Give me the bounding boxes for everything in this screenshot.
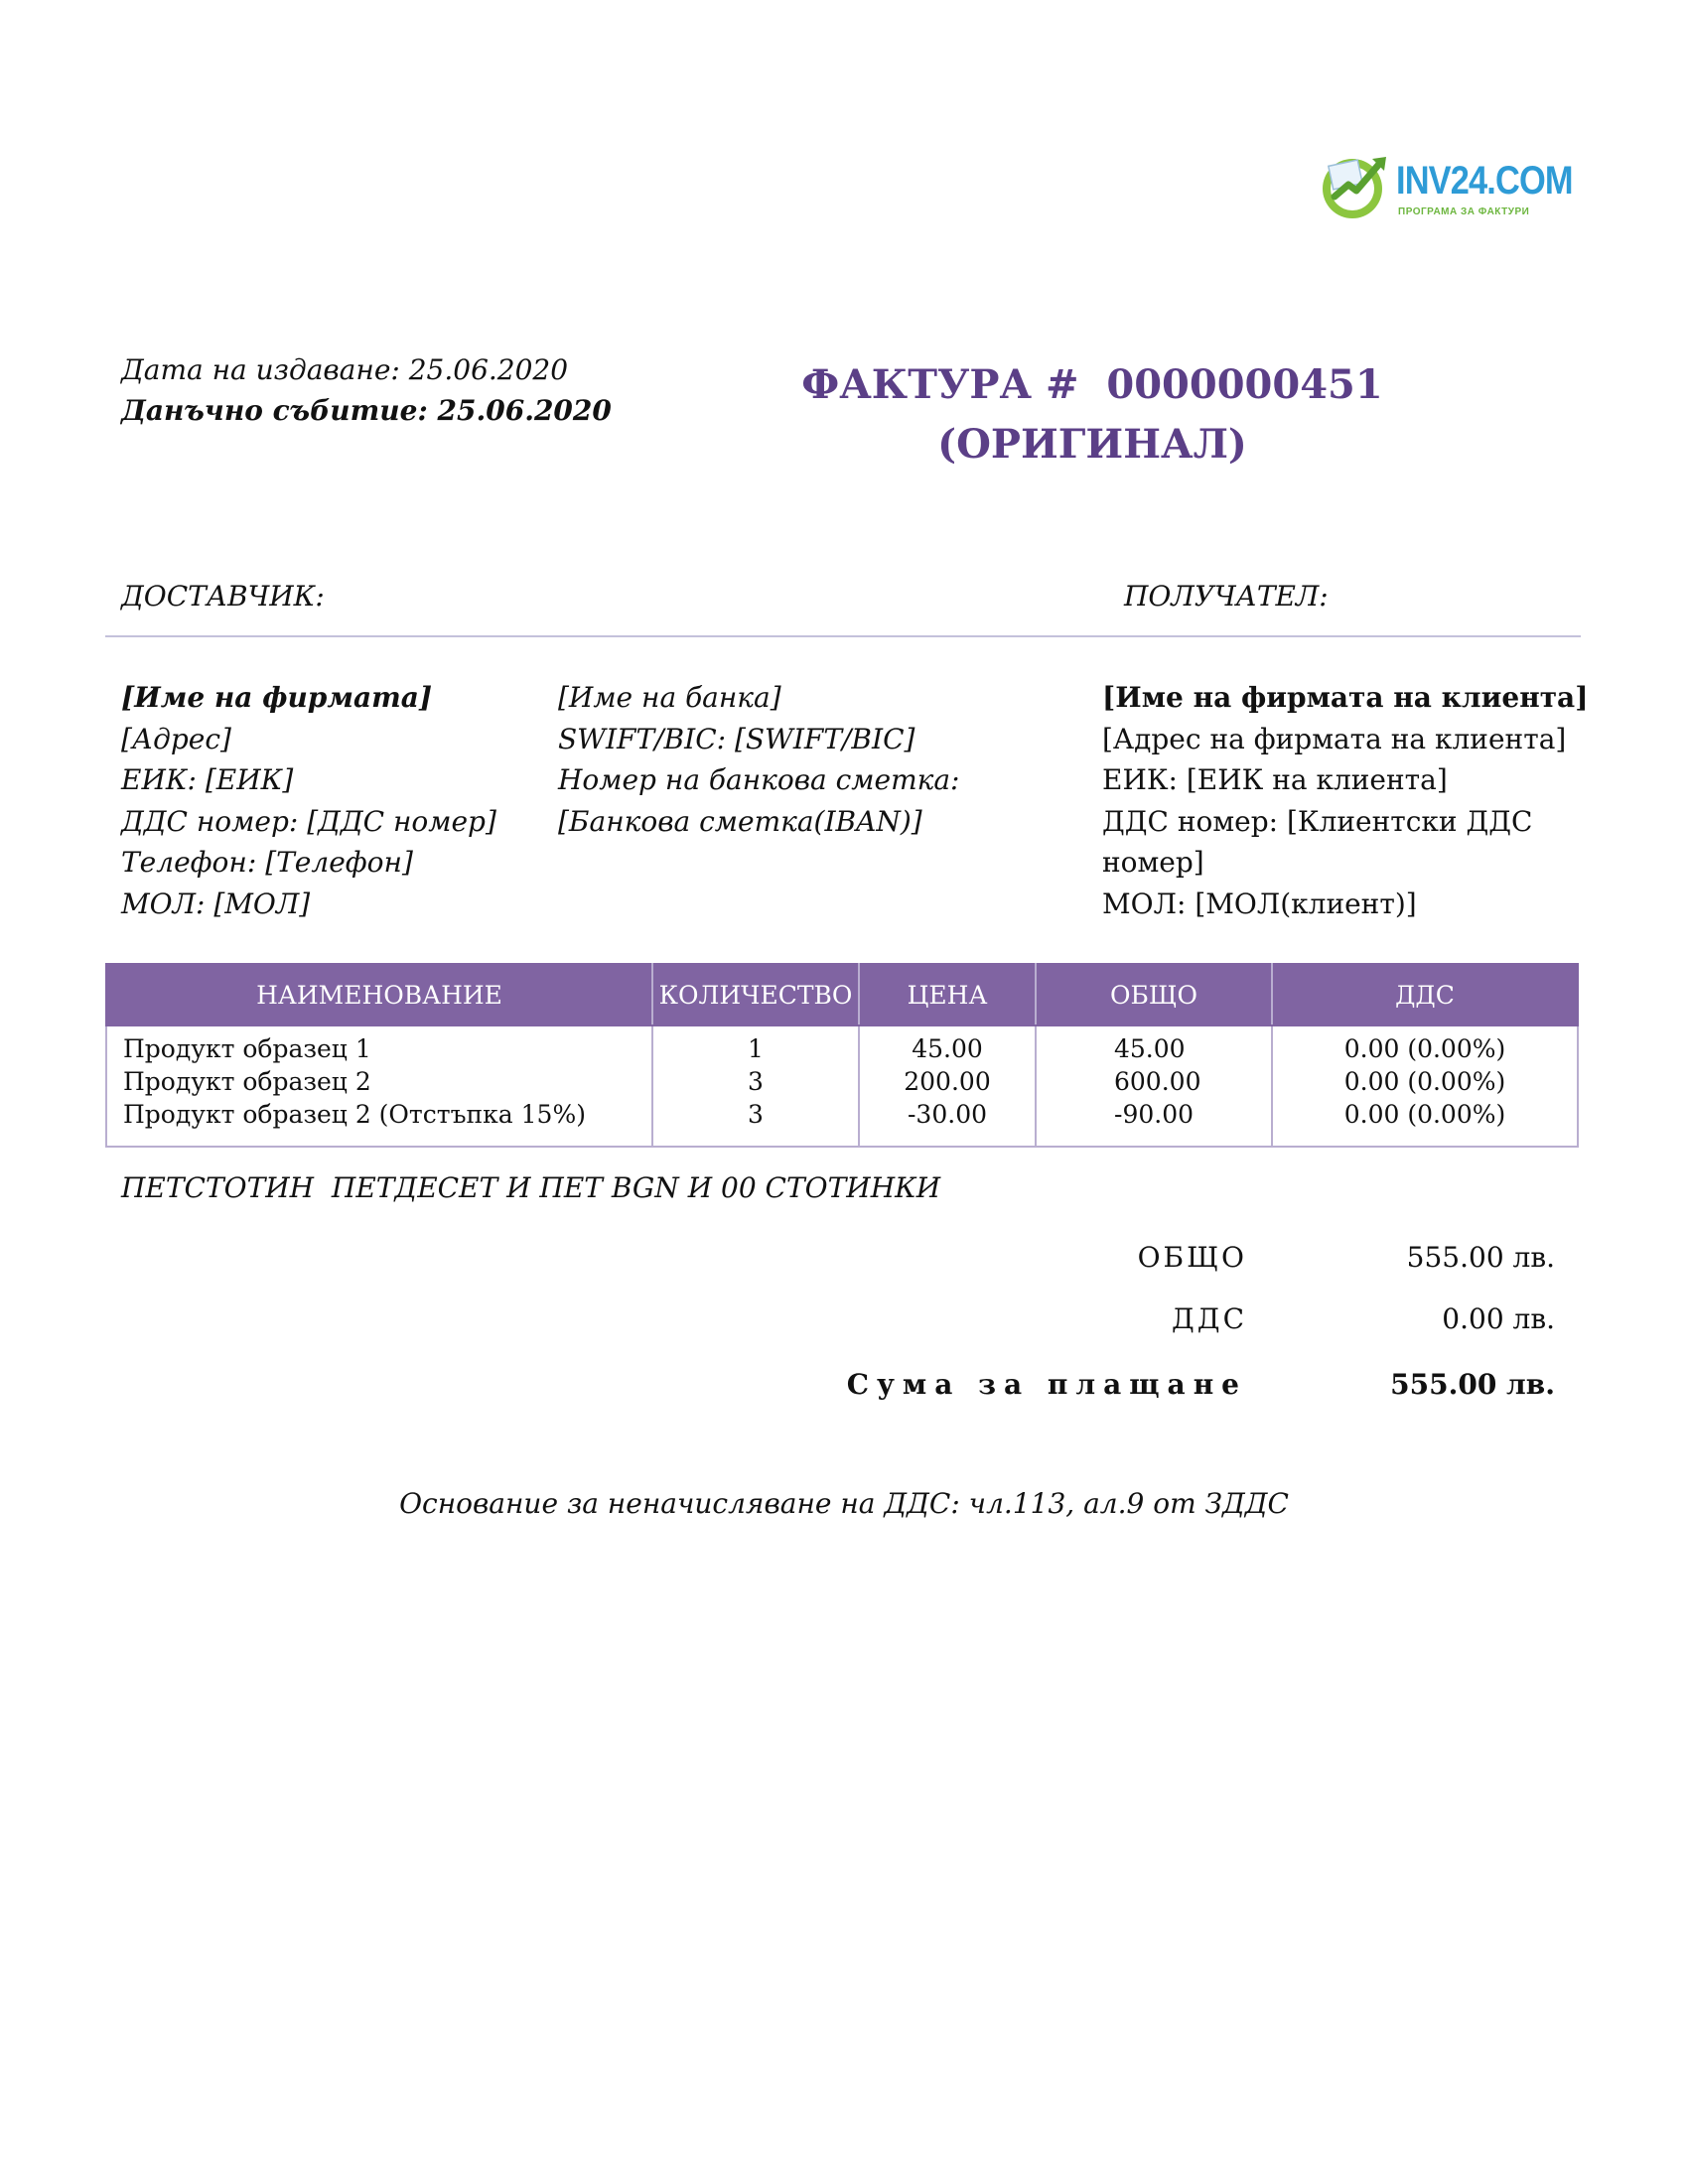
table-row-qty: 3: [748, 1067, 764, 1096]
recipient-eik: ЕИК: [ЕИК на клиента]: [1102, 763, 1448, 796]
logo-text: INV24.COM: [1396, 159, 1573, 203]
recipient-vat-line2: номер]: [1102, 846, 1204, 879]
vat-total-label: ДДС: [1172, 1302, 1247, 1335]
bank-account-label: Номер на банкова сметка:: [558, 763, 960, 796]
recipient-mol: МОЛ: [МОЛ(клиент)]: [1102, 887, 1417, 920]
table-row-total: -90.00: [1114, 1100, 1195, 1129]
table-row-name: Продукт образец 2 (Отстъпка 15%): [123, 1100, 586, 1129]
col-header-vat: ДДС: [1272, 964, 1578, 1025]
supplier-eik: ЕИК: [ЕИК]: [121, 763, 294, 796]
company-logo: [1317, 149, 1573, 228]
supplier-details: [121, 677, 496, 924]
col-header-price: ЦЕНА: [859, 964, 1036, 1025]
supplier-vat: ДДС номер: [ДДС номер]: [121, 804, 496, 838]
bank-name: [Име на банка]: [558, 681, 781, 714]
issue-date: Дата на издаване: 25.06.2020: [121, 353, 569, 386]
invoice-number: ФАКТУРА # 0000000451: [801, 361, 1383, 408]
invoice-copy-type: (ОРИГИНАЛ): [937, 421, 1247, 468]
bank-details: [558, 677, 959, 842]
items-table: [105, 963, 1579, 1148]
supplier-company: [Име на фирмата]: [121, 681, 433, 714]
amount-due-value: 555.00 лв.: [1390, 1368, 1555, 1401]
table-row-price: 200.00: [904, 1067, 991, 1096]
amount-due-label: Сума за плащане: [846, 1368, 1247, 1401]
total-value: 555.00 лв.: [1406, 1241, 1555, 1274]
table-row-name: Продукт образец 1: [123, 1034, 371, 1063]
recipient-vat-line1: ДДС номер: [Клиентски ДДС: [1102, 804, 1533, 838]
table-row-price: -30.00: [907, 1100, 988, 1129]
item-total-cell: [1036, 1025, 1272, 1147]
invoice-title: [774, 355, 1410, 475]
item-vat-cell: [1272, 1025, 1578, 1147]
table-row-price: 45.00: [912, 1034, 983, 1063]
item-names-cell: [106, 1025, 652, 1147]
supplier-address: [Адрес]: [121, 722, 231, 755]
recipient-company: [Име на фирмата на клиента]: [1102, 681, 1589, 714]
recipient-details: [1102, 677, 1588, 924]
table-row-vat: 0.00 (0.00%): [1343, 1034, 1506, 1063]
divider: [105, 635, 1581, 637]
recipient-label: ПОЛУЧАТЕЛ:: [1124, 580, 1329, 613]
logo-tagline: ПРОГРАМА ЗА ФАКТУРИ: [1398, 206, 1530, 217]
table-row-vat: 0.00 (0.00%): [1343, 1067, 1506, 1096]
supplier-phone: Телефон: [Телефон]: [121, 846, 413, 879]
vat-exemption-note: Основание за неначисляване на ДДС: чл.113, ал.9 от ЗДДС: [399, 1487, 1289, 1520]
table-row-qty: 1: [748, 1034, 764, 1063]
col-header-qty: КОЛИЧЕСТВО: [652, 964, 859, 1025]
supplier-label: ДОСТАВЧИК:: [121, 580, 325, 613]
table-row-total: 45.00: [1114, 1034, 1186, 1063]
item-price-cell: [859, 1025, 1036, 1147]
item-qty-cell: [652, 1025, 859, 1147]
table-header-row: [106, 964, 1578, 1025]
bank-iban: [Банкова сметка(IBAN)]: [558, 804, 922, 838]
supplier-mol: МОЛ: [МОЛ]: [121, 887, 311, 920]
col-header-name: НАИМЕНОВАНИЕ: [106, 964, 652, 1025]
tax-event-date: Данъчно събитие: 25.06.2020: [121, 394, 612, 427]
table-row-total: 600.00: [1114, 1067, 1201, 1096]
bank-swift: SWIFT/BIC: [SWIFT/BIC]: [558, 722, 915, 755]
total-label: ОБЩО: [1137, 1241, 1247, 1274]
vat-total-value: 0.00 лв.: [1442, 1302, 1555, 1335]
invoice-dates: [121, 349, 612, 431]
col-header-total: ОБЩО: [1036, 964, 1272, 1025]
table-row-qty: 3: [748, 1100, 764, 1129]
logo-emblem-icon: [1317, 149, 1392, 224]
table-row-vat: 0.00 (0.00%): [1343, 1100, 1506, 1129]
table-body-row: [106, 1025, 1578, 1147]
recipient-address: [Адрес на фирмата на клиента]: [1102, 722, 1567, 755]
table-row-name: Продукт образец 2: [123, 1067, 371, 1096]
amount-in-words: ПЕТСТОТИН ПЕТДЕСЕТ И ПЕТ BGN И 00 СТОТИНКИ: [121, 1171, 941, 1204]
